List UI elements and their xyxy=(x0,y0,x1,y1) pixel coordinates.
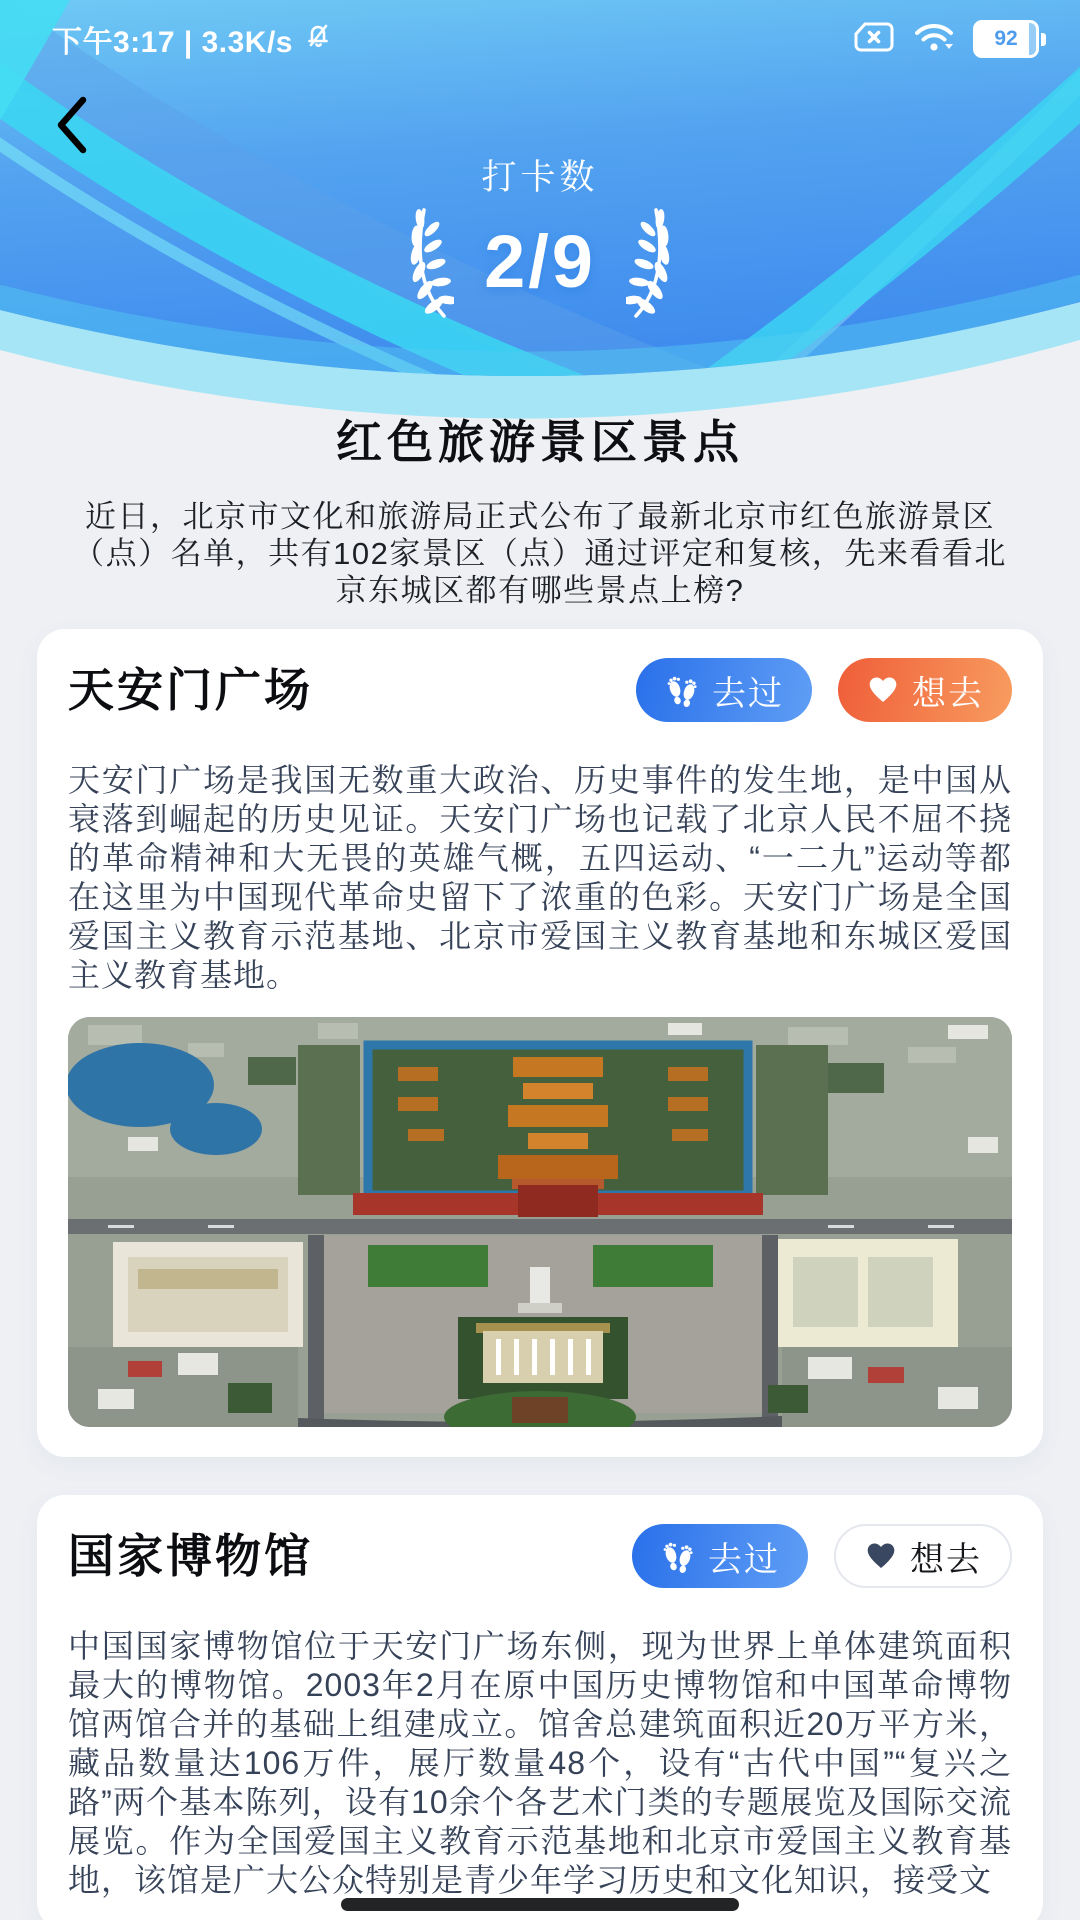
wish-label: 想去 xyxy=(910,1540,982,1579)
battery-percent: 92 xyxy=(994,27,1018,50)
tiananmen-square-aerial-photo xyxy=(68,1017,1012,1427)
attraction-card-museum xyxy=(37,1495,1043,1920)
page-title: 红色旅游景区景点 xyxy=(336,416,744,468)
visited-label: 去过 xyxy=(708,1540,780,1579)
card-title: 国家博物馆 xyxy=(68,1530,313,1582)
checkin-label: 打卡数 xyxy=(481,158,599,197)
home-indicator[interactable] xyxy=(341,1898,739,1911)
checkin-count: 2/9 xyxy=(484,219,596,303)
card-description: 天安门广场是我国无数重大政治、历史事件的发生地，是中国从衰落到崛起的历史见证。天安门广场也记载了北京人民不屈不挠的革命精神和大无畏的英雄气概，五四运动、“一二九”运动等都在这里为中国现代革命史留下了浓重的色彩。天安门广场是全国爱国主义教育示范基地、北京市爱国主义教育基地和东城区爱国主义教育基地。 xyxy=(68,762,1012,993)
wish-label: 想去 xyxy=(912,674,984,713)
scroll-content xyxy=(0,398,1080,1920)
laurel-right-icon xyxy=(626,202,680,320)
intro-paragraph: 近日，北京市文化和旅游局正式公布了最新北京市红色旅游景区（点）名单，共有102家景区（点）通过评定和复核，先来看看北京东城区都有哪些景点上榜? xyxy=(73,499,1007,608)
status-bar xyxy=(52,18,1046,60)
heart-icon xyxy=(866,674,900,706)
laurel-left-icon xyxy=(400,202,454,320)
visited-button[interactable] xyxy=(636,658,812,722)
card-title: 天安门广场 xyxy=(68,664,313,716)
sim-card-x-icon xyxy=(853,21,895,58)
wish-button[interactable] xyxy=(838,658,1012,722)
attraction-card-tiananmen xyxy=(37,629,1043,1457)
bell-slash-icon xyxy=(303,20,333,58)
footprints-icon xyxy=(664,672,700,708)
battery-icon xyxy=(973,20,1046,58)
back-button[interactable] xyxy=(48,94,98,158)
wifi-icon xyxy=(911,20,957,59)
footprints-icon xyxy=(660,1538,696,1574)
checkin-counter xyxy=(0,150,1080,320)
visited-button[interactable] xyxy=(632,1524,808,1588)
status-time-speed: 下午3:17 | 3.3K/s xyxy=(52,26,293,59)
visited-label: 去过 xyxy=(712,674,784,713)
wish-button[interactable] xyxy=(834,1524,1012,1588)
card-description: 中国国家博物馆位于天安门广场东侧，现为世界上单体建筑面积最大的博物馆。2003年2月在原中国历史博物馆和中国革命博物馆两馆合并的基础上组建成立。馆舍总建筑面积近20万平方米，藏品数量达106万件，展厅数量48个，设有“古代中国”“复兴之路”两个基本陈列，设有10余个各艺术门类的专题展览及国际交流展览。作为全国爱国主义教育示范基地和北京市爱国主义教育基地，该馆是广大公众特别是青少年学习历史和文化知识，接受文 xyxy=(68,1628,1012,1898)
heart-icon xyxy=(864,1540,898,1572)
